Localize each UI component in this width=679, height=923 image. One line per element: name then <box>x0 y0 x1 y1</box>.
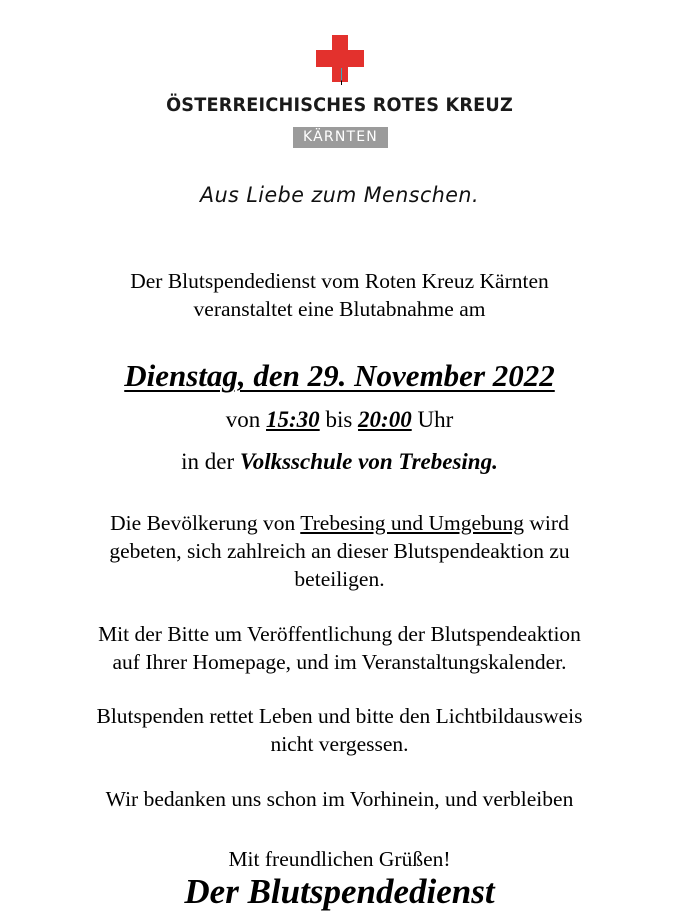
intro-line-2: veranstaltet eine Blutabnahme am <box>193 297 486 321</box>
closing-greeting: Mit freundlichen Grüßen! <box>228 847 451 871</box>
invitation-line-1 <box>0 509 679 537</box>
end-time: 20:00 <box>358 407 412 432</box>
invitation-line-2: gebeten, sich zahlreich an dieser Blutspendeaktion zu <box>109 539 570 563</box>
intro-line-1: Der Blutspendedienst vom Roten Kreuz Kärnten <box>130 269 549 293</box>
invitation-line-3: beteiligen. <box>294 567 385 591</box>
venue-prefix: in der <box>181 449 235 474</box>
reminder-line-1: Blutspenden rettet Leben und bitte den Lichtbildausweis <box>96 704 583 728</box>
invitation-suffix: wird <box>529 511 569 535</box>
start-time: 15:30 <box>266 407 320 432</box>
closing-signature: Der Blutspendedienst <box>184 872 495 911</box>
publication-request-line-2: auf Ihrer Homepage, und im Veranstaltungskalender. <box>112 650 567 674</box>
reminder-line-2: nicht vergessen. <box>270 732 409 756</box>
event-date-heading: Dienstag, den 29. November 2022 <box>124 358 555 393</box>
time-suffix: Uhr <box>417 407 454 432</box>
red-cross-horizontal-bar <box>316 50 364 67</box>
tagline: Aus Liebe zum Menschen. <box>200 183 479 207</box>
cursor-artifact <box>341 68 342 85</box>
venue-name: Volksschule von Trebesing. <box>239 449 498 474</box>
organization-name: ÖSTERREICHISCHES ROTES KREUZ <box>166 94 513 116</box>
event-time-line <box>0 404 679 436</box>
thanks-line: Wir bedanken uns schon im Vorhinein, und verbleiben <box>105 787 574 811</box>
publication-request-line-1: Mit der Bitte um Veröffentlichung der Blutspendeaktion <box>98 622 581 646</box>
invitation-area-highlight: Trebesing und Umgebung <box>300 511 525 535</box>
event-venue-line <box>0 446 679 478</box>
region-badge: KÄRNTEN <box>293 127 388 148</box>
time-middle: bis <box>325 407 353 432</box>
invitation-prefix: Die Bevölkerung von <box>110 511 296 535</box>
time-prefix: von <box>225 407 261 432</box>
